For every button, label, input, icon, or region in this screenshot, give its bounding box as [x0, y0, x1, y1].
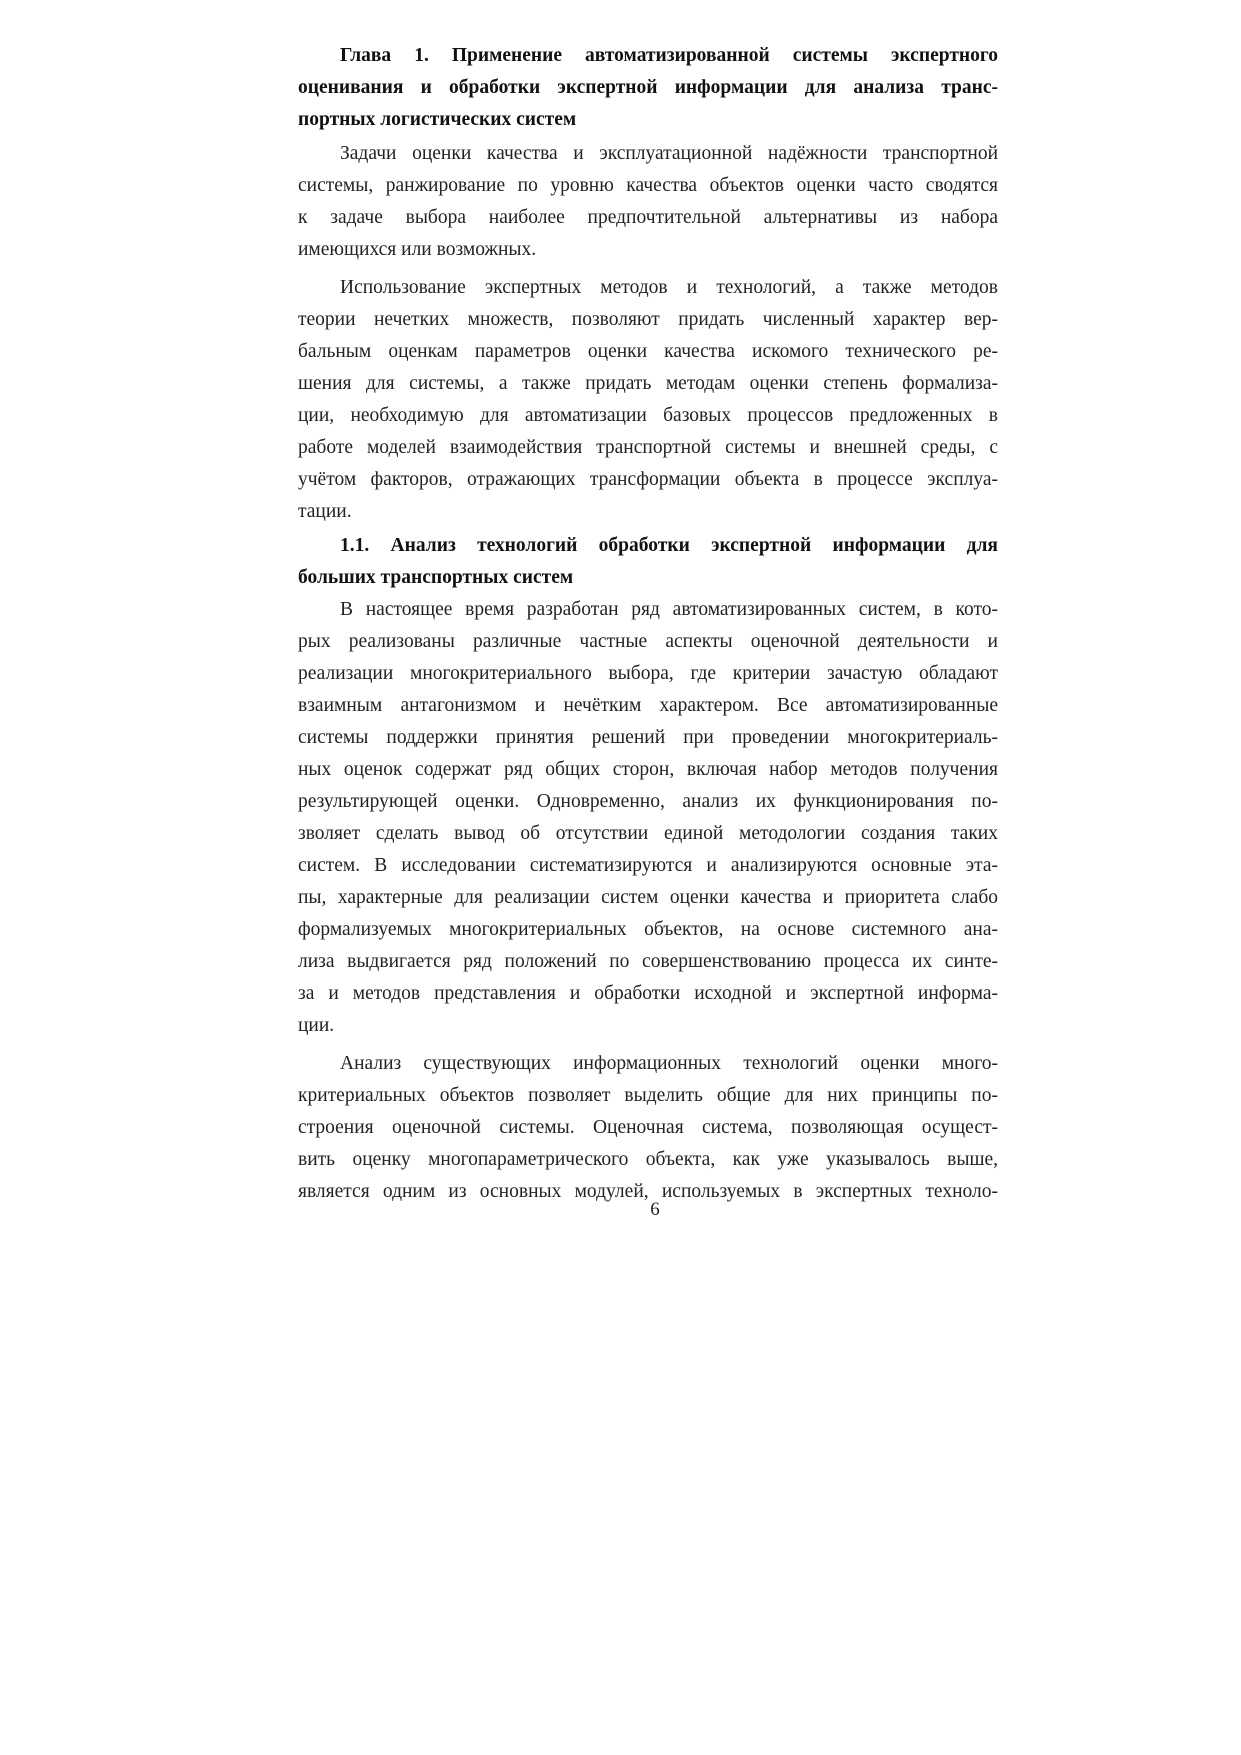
text-line: к задаче выбора наиболее предпочтительной альтернативы из набора — [298, 207, 998, 228]
text-line: ции, необходимую для автоматизации базовых процессов предложенных в — [298, 405, 998, 426]
text-line: лиза выдвигается ряд положений по совершенствованию процесса их синте- — [298, 951, 998, 972]
paragraph-intro-2 — [298, 272, 998, 528]
text-line: ции. — [298, 1015, 335, 1036]
text-line: систем. В исследовании систематизируются и анализируются основные эта- — [298, 855, 998, 876]
text-line: системы поддержки принятия решений при проведении многокритериаль- — [298, 727, 998, 748]
text-line: учётом факторов, отражающих трансформации объекта в процессе эксплуа- — [298, 469, 998, 490]
text-line: ных оценок содержат ряд общих сторон, включая набор методов получения — [298, 759, 998, 780]
text-line: имеющихся или возможных. — [298, 239, 537, 260]
text-line: вить оценку многопараметрического объекта, как уже указывалось выше, — [298, 1149, 998, 1170]
page-number: 6 — [650, 1199, 660, 1220]
paragraph-intro-1 — [298, 138, 998, 266]
text-line: критериальных объектов позволяет выделить общие для них принципы по- — [298, 1085, 998, 1106]
text-line: за и методов представления и обработки исходной и экспертной информа- — [298, 983, 998, 1004]
chapter-heading-line: оценивания и обработки экспертной информации для анализа транс- — [298, 77, 998, 98]
text-line: рых реализованы различные частные аспекты оценочной деятельности и — [298, 631, 998, 652]
text-line: бальным оценкам параметров оценки качества искомого технического ре- — [298, 341, 998, 362]
section-heading-line: 1.1. Анализ технологий обработки экспертной информации для — [340, 535, 998, 556]
section-heading-line: больших транспортных систем — [298, 567, 574, 588]
text-line: шения для системы, а также придать методам оценки степень формализа- — [298, 373, 998, 394]
text-line: является одним из основных модулей, используемых в экспертных техноло- — [298, 1181, 998, 1202]
text-line: теории нечетких множеств, позволяют придать численный характер вер- — [298, 309, 998, 330]
text-line: тации. — [298, 501, 352, 522]
text-line: Использование экспертных методов и технологий, а также методов — [340, 277, 998, 298]
text-line: системы, ранжирование по уровню качества объектов оценки часто сводятся — [298, 175, 998, 196]
document-page — [298, 40, 998, 1208]
section-heading — [298, 530, 998, 594]
text-line: реализации многокритериального выбора, где критерии зачастую обладают — [298, 663, 998, 684]
text-line: формализуемых многокритериальных объектов, на основе системного ана- — [298, 919, 998, 940]
text-line: зволяет сделать вывод об отсутствии единой методологии создания таких — [298, 823, 998, 844]
text-line: результирующей оценки. Одновременно, анализ их функционирования по- — [298, 791, 998, 812]
chapter-heading-line: портных логистических систем — [298, 109, 577, 130]
paragraph-section-2 — [298, 1048, 998, 1208]
text-line: Задачи оценки качества и эксплуатационной надёжности транспортной — [340, 143, 998, 164]
text-line: взаимным антагонизмом и нечётким характером. Все автоматизированные — [298, 695, 998, 716]
chapter-heading-line: Глава 1. Применение автоматизированной системы экспертного — [340, 45, 998, 66]
paragraph-section-1 — [298, 594, 998, 1042]
chapter-heading — [298, 40, 998, 136]
text-line: Анализ существующих информационных технологий оценки много- — [340, 1053, 998, 1074]
text-line: В настоящее время разработан ряд автоматизированных систем, в кото- — [340, 599, 998, 620]
text-line: работе моделей взаимодействия транспортной системы и внешней среды, с — [298, 437, 998, 458]
text-line: пы, характерные для реализации систем оценки качества и приоритета слабо — [298, 887, 998, 908]
text-line: строения оценочной системы. Оценочная система, позволяющая осущест- — [298, 1117, 998, 1138]
